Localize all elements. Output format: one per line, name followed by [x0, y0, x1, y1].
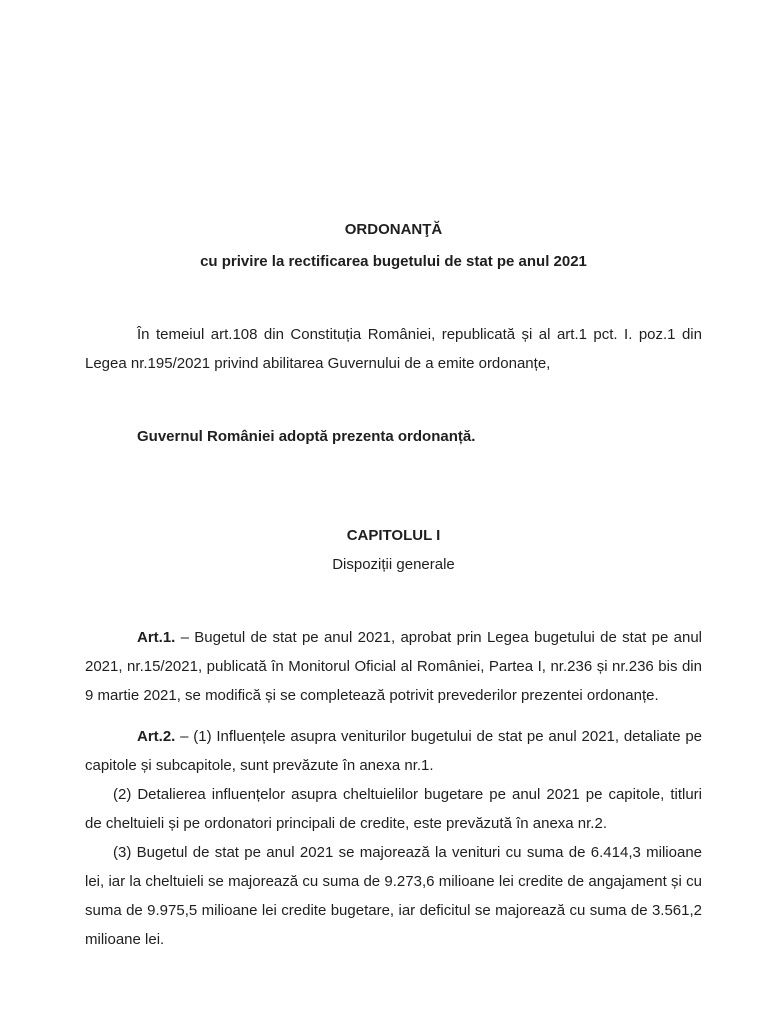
article-2-text-1: – (1) Influențele asupra veniturilor bugetului de stat pe anul 2021, detaliate pe capitole și subcapitole, sunt prevăzute în anexa nr.1. [85, 728, 702, 774]
chapter-heading: CAPITOLUL I [346, 527, 441, 544]
document-title: ORDONANŢĂ [344, 221, 443, 238]
article-1-text: – Bugetul de stat pe anul 2021, aprobat prin Legea bugetului de stat pe anul 2021, nr.15/2021, publicată în Monitorul Oficial al României, Partea I, nr.236 și nr.236 bis din 9 martie 2021, se modifică și se completează potrivit prevederilor prezentei ordonanțe. [85, 629, 702, 704]
adoption-paragraph: Guvernul României adoptă prezenta ordonanță. [137, 428, 476, 445]
article-2-paragraph-2: (2) Detalierea influențelor asupra cheltuielilor bugetare pe anul 2021 pe capitole, titluri de cheltuieli și pe ordonatori principali de credite, este prevăzută în anexa nr.2. [85, 786, 702, 832]
article-2-label: Art.2. [137, 728, 176, 745]
article-2-paragraph-3: (3) Bugetul de stat pe anul 2021 se majorează la venituri cu suma de 6.414,3 milioane lei, iar la cheltuieli se majorează cu suma de 9.273,6 milioane lei credite de angajament și cu suma de 9.975,5 milioane lei credite bugetare, iar deficitul se majorează cu suma de 3.561,2 milioane lei. [85, 844, 702, 948]
document-subtitle: cu privire la rectificarea bugetului de stat pe anul 2021 [200, 253, 587, 270]
article-1-paragraph [85, 623, 702, 710]
article-1-label: Art.1. [137, 629, 176, 646]
chapter-subheading: Dispoziții generale [332, 556, 455, 573]
article-2-paragraph-1 [85, 722, 702, 780]
preamble-paragraph: În temeiul art.108 din Constituția României, republicată și al art.1 pct. I. poz.1 din Legea nr.195/2021 privind abilitarea Guvernului de a emite ordonanțe, [85, 326, 702, 372]
